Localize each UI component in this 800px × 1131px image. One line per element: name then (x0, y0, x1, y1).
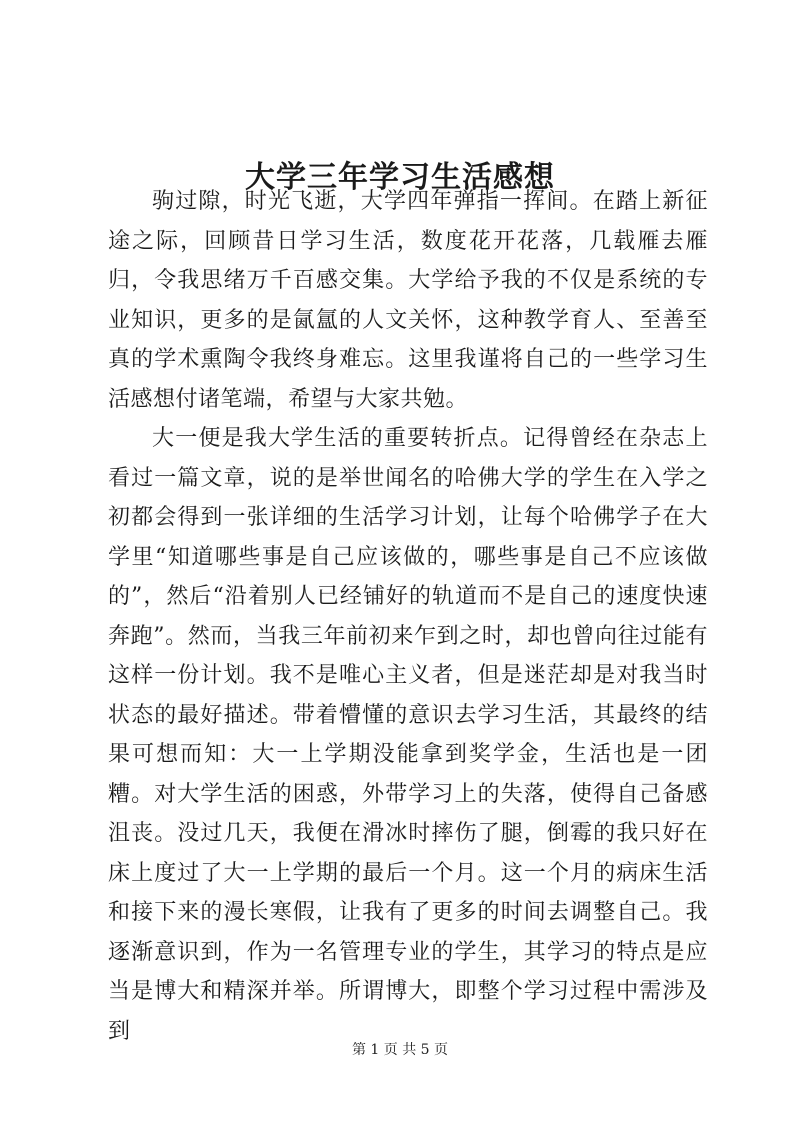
document-title: 大学三年学习生活感想 (245, 160, 555, 196)
document-body (108, 182, 708, 1051)
paragraph-2: 大一便是我大学生活的重要转折点。记得曾经在杂志上看过一篇文章，说的是举世闻名的哈佛大学的学生在入学之初都会得到一张详细的生活学习计划，让每个哈佛学子在大学里“知道哪些事是自己应该做的，哪些事是自己不应该做的”，然后“沿着别人已经铺好的轨道而不是自己的速度快速奔跑”。然而，当我三年前初来乍到之时，却也曾向往过能有这样一份计划。我不是唯心主义者，但是迷茫却是对我当时状态的最好描述。带着懵懂的意识去学习生活，其最终的结果可想而知：大一上学期没能拿到奖学金，生活也是一团糟。对大学生活的困惑，外带学习上的失落，使得自己备感沮丧。没过几天，我便在滑冰时摔伤了腿，倒霉的我只好在床上度过了大一上学期的最后一个月。这一个月的病床生活和接下来的漫长寒假，让我有了更多的时间去调整自己。我逐渐意识到，作为一名管理专业的学生，其学习的特点是应当是博大和精深并举。所谓博大，即整个学习过程中需涉及到 (108, 426, 708, 1044)
page-footer: 第 1 页 共 5 页 (351, 1042, 449, 1058)
paragraph-1: 驹过隙，时光飞逝，大学四年弹指一挥间。在踏上新征途之际，回顾昔日学习生活，数度花开花落，几载雁去雁归，令我思绪万千百感交集。大学给予我的不仅是系统的专业知识，更多的是氤氲的人文关怀，这种教学育人、至善至真的学术熏陶令我终身难忘。这里我谨将自己的一些学习生活感想付诸笔端，希望与大家共勉。 (108, 189, 708, 412)
